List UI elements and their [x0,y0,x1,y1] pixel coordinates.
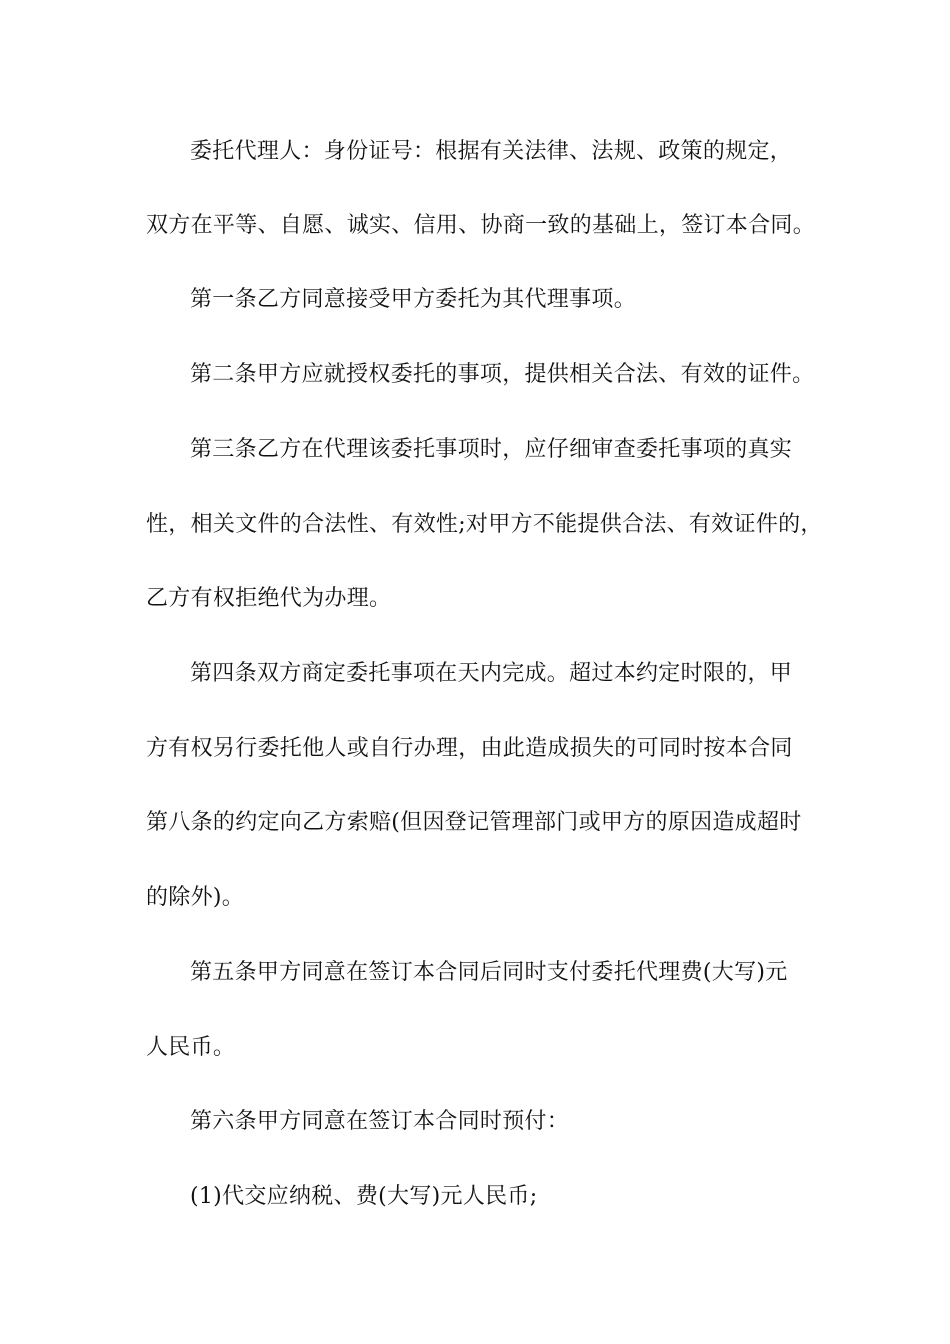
paragraph-line: 的除外)。 [146,885,245,910]
paragraph-line: 第五条甲方同意在签订本合同后同时支付委托代理费(大写)元 [190,960,788,985]
paragraph-line: 性，相关文件的合法性、有效性;对甲方不能提供合法、有效证件的， [146,512,823,537]
paragraph-line: 乙方有权拒绝代为办理。 [146,586,392,611]
paragraph-line: 委托代理人：身份证号：根据有关法律、法规、政策的规定， [190,139,793,164]
paragraph-line: 第三条乙方在代理该委托事项时，应仔细审查委托事项的真实 [190,437,793,462]
paragraph-line: 第二条甲方应就授权委托的事项，提供相关合法、有效的证件。 [190,362,815,387]
paragraph-line: (1)代交应纳税、费(大写)元人民币; [190,1184,538,1209]
paragraph-line: 人民币。 [146,1035,236,1060]
paragraph-line: 方有权另行委托他人或自行办理，由此造成损失的可同时按本合同 [146,736,793,761]
paragraph-line: 第一条乙方同意接受甲方委托为其代理事项。 [190,287,637,312]
paragraph-line: 双方在平等、自愿、诚实、信用、协商一致的基础上，签订本合同。 [146,213,816,238]
paragraph-line: 第八条的约定向乙方索赔(但因登记管理部门或甲方的原因造成超时 [146,810,802,835]
paragraph-line: 第六条甲方同意在签订本合同时预付： [190,1109,570,1134]
paragraph-line: 第四条双方商定委托事项在天内完成。超过本约定时限的，甲 [190,661,793,686]
